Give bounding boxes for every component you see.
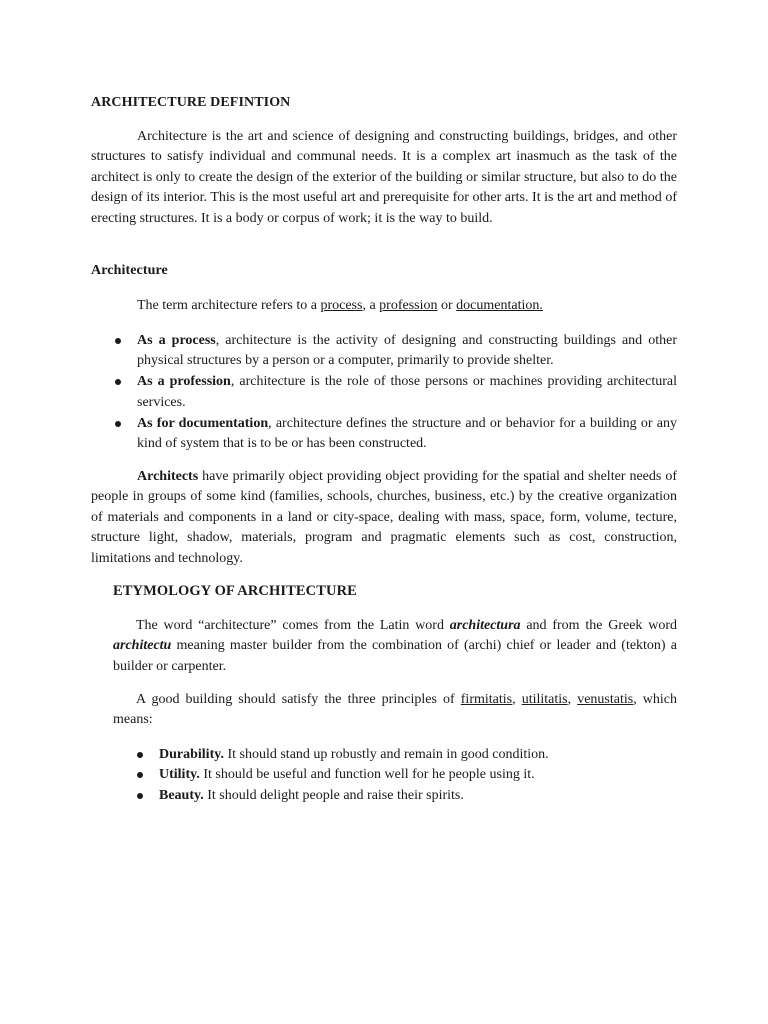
bullet-icon [137,752,143,758]
bullet-text: It should stand up robustly and remain in good condition. [223,747,549,762]
etymology-paragraph [113,616,677,677]
list-item [137,414,677,455]
principles-bullet-list [159,745,677,806]
separator: , [567,692,578,707]
bullet-term: Beauty. [159,787,204,803]
etymology-text: meaning master builder from the combination of (archi) chief or leader and (tekton) a builder or carpenter. [113,638,677,674]
bullet-text: , architecture is the role of those persons or machines providing architectural services. [137,374,677,410]
page-title: ARCHITECTURE DEFINTION [91,95,291,110]
list-item [137,372,677,413]
greek-term: architectu [113,638,172,654]
separator: , [512,692,522,707]
principles-text: , which means: [113,692,678,728]
bullet-text: It should be useful and function well for he people using it. [199,767,535,783]
separator: or [437,298,457,313]
principles-paragraph [113,690,677,731]
firmitatis-term: firmitatis [460,692,513,707]
documentation-term: documentation. [456,298,543,313]
architects-paragraph [91,467,677,569]
principles-text: A good building should satisfy the three principles of [136,692,461,707]
separator: , a [362,298,380,313]
intro-paragraph: Architecture is the art and science of designing and constructing buildings, bridges, and other structures to satisfy individual and communal needs. It is a complex art inasmuch as the task of the architect is only to create the design of the exterior of the building or similar structure, but also to do the design of its interior. This is the most useful art and prerequisite for other arts. It is the art and method of erecting structures. It is a body or corpus of work; it is the way to build. [91,129,677,226]
list-item [137,331,677,372]
bullet-icon [115,338,121,344]
bullet-text: It should delight people and raise their spirits. [203,787,464,803]
bullet-term: As a profession [137,374,231,390]
architecture-bullet-list [137,331,677,455]
bullet-term: Utility. [159,767,200,783]
bullet-icon [137,793,143,799]
etymology-text: The word “architecture” comes from the Latin word [136,618,450,633]
bullet-text: , architecture defines the structure and or behavior for a building or any kind of system that is to be or has been constructed. [137,415,677,452]
latin-term: architectura [449,618,521,633]
etymology-text: and from the Greek word [520,618,677,633]
section-heading-architecture: Architecture [91,263,168,278]
list-item [159,786,677,806]
list-item [159,745,677,765]
bullet-icon [115,421,121,427]
bullet-term: Durability. [159,747,224,762]
architects-text: have primarily object providing object providing for the spatial and shelter needs of people in groups of some kind (families, schools, churches, business, etc.) by the creative organization of materials and components in a land or city-space, dealing with mass, space, form, volume, tecture, structure light, shadow, materials, program and pragmatic elements such as cost, construction, limitations and technology. [91,469,677,566]
profession-term: profession [379,298,438,313]
process-term: process [320,298,363,313]
bullet-text: , architecture is the activity of designing and constructing buildings and other physical structures by a person or a computer, primarily to provide shelter. [137,333,677,369]
bullet-icon [115,379,121,385]
list-item [159,765,677,785]
bullet-term: As a process [137,333,216,348]
term-definition-line [137,296,543,316]
architects-term: Architects [137,469,199,484]
bullet-icon [137,772,143,778]
utilitatis-term: utilitatis [521,692,568,707]
section-heading-etymology: ETYMOLOGY OF ARCHITECTURE [113,583,357,599]
venustatis-term: venustatis [577,692,634,707]
lead-text: The term architecture refers to a [137,298,321,313]
bullet-term: As for documentation [137,415,269,431]
